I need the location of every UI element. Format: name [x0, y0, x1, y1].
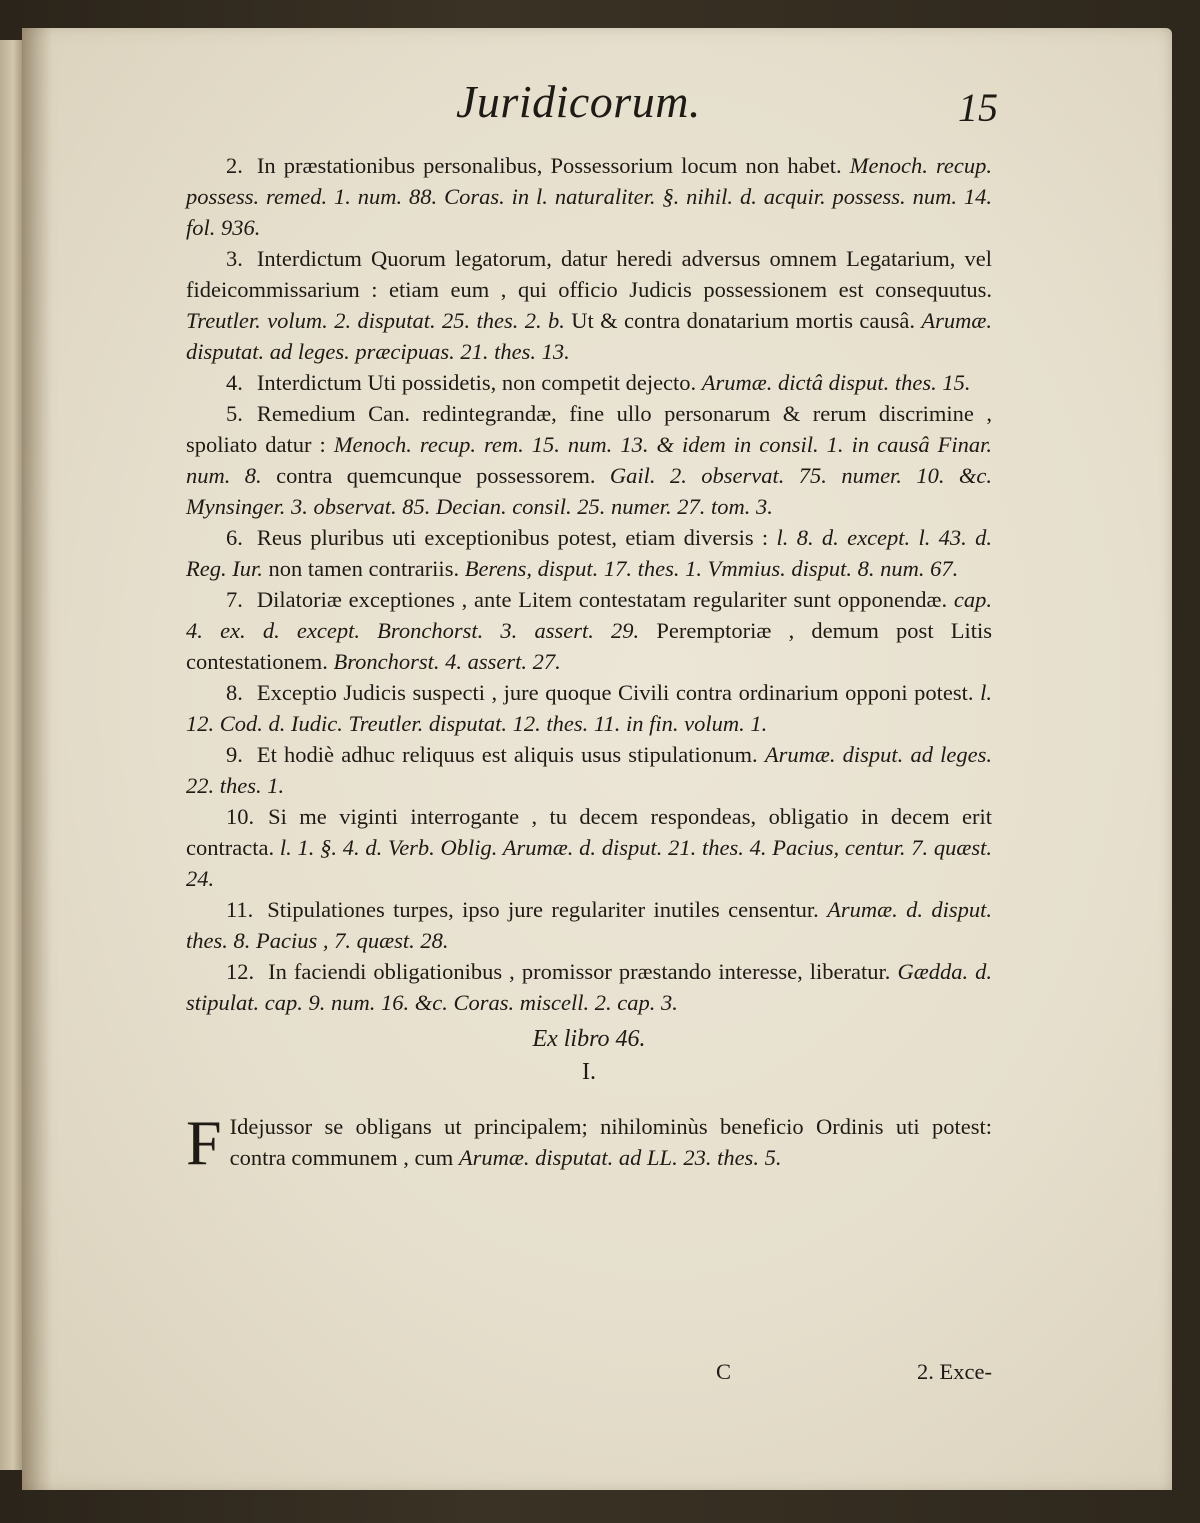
- thesis-11: [186, 894, 992, 956]
- thesis-text-continued: Ut & contra donatarium mortis causâ.: [571, 308, 915, 333]
- thesis-citation: l. 8. d. except. l. 43. d. Reg. Iur.: [186, 525, 993, 581]
- thesis-citation-continued: Arumæ. disputat. ad leges. præcipuas. 21. thes. 13.: [186, 308, 993, 364]
- thesis-2: [186, 150, 992, 243]
- thesis-number: 10.: [226, 804, 255, 829]
- thesis-text: Exceptio Judicis suspecti , jure quoque Civili contra ordinarium opponi potest.: [256, 680, 974, 705]
- thesis-number: 6.: [226, 525, 243, 550]
- thesis-citation: Menoch. recup. rem. 15. num. 13. & idem in consil. 1. in causâ Finar. num. 8.: [186, 432, 992, 488]
- thesis-12: [186, 956, 992, 1018]
- drop-cap-initial: F: [186, 1106, 222, 1178]
- thesis-3: [186, 243, 992, 367]
- thesis-text-continued: Peremptoriæ , demum post Litis contestationem.: [186, 618, 993, 674]
- thesis-citation: Treutler. volum. 2. disputat. 25. thes. 2. b.: [186, 308, 565, 333]
- page-body: [186, 150, 992, 1195]
- thesis-citation-continued: Gail. 2. observat. 75. numer. 10. &c. Mynsinger. 3. observat. 85. Decian. consil. 25. numer. 27. tom. 3.: [186, 463, 993, 519]
- thesis-9: [186, 739, 992, 801]
- thesis-text: Idejussor se obligans ut principalem; nihilominùs beneficio Ordinis uti potest: contra communem , cum: [229, 1113, 992, 1170]
- thesis-4: [186, 367, 992, 398]
- page-gutter-shadow: [22, 28, 52, 1490]
- thesis-citation: l. 12. Cod. d. Iudic. Treutler. disputat. 12. thes. 11. in fin. volum. 1.: [186, 680, 992, 736]
- thesis-text: Et hodiè adhuc reliquus est aliquis usus stipulationum.: [256, 742, 758, 767]
- catchword: 2. Exce-: [917, 1359, 992, 1384]
- thesis-text-continued: non tamen contrariis.: [268, 556, 460, 581]
- thesis-citation: Arumæ. disput. ad leges. 22. thes. 1.: [186, 742, 993, 798]
- thesis-text: Remedium Can. redintegrandæ, fine ullo personarum & rerum discrimine , spoliato datur :: [186, 401, 992, 457]
- thesis-number: 5.: [226, 401, 243, 426]
- signature-mark: C: [716, 1359, 732, 1384]
- thesis-text: In præstationibus personalibus, Possessorium locum non habet.: [256, 153, 842, 178]
- thesis-citation: cap. 4. ex. d. except. Bronchorst. 3. assert. 29.: [186, 587, 993, 643]
- thesis-number: 11.: [226, 897, 254, 922]
- thesis-number: 3.: [226, 246, 243, 271]
- thesis-7: [186, 584, 992, 677]
- thesis-citation-continued: Berens, disput. 17. thes. 1. Vmmius. disput. 8. num. 67.: [464, 556, 959, 581]
- page-number: 15: [958, 85, 998, 130]
- section-first-thesis: [186, 1106, 992, 1178]
- thesis-citation: Arumæ. disputat. ad LL. 23. thes. 5.: [458, 1144, 782, 1170]
- thesis-text: Interdictum Uti possidetis, non competit dejecto.: [256, 370, 697, 395]
- thesis-number: 4.: [226, 370, 243, 395]
- thesis-8: [186, 677, 992, 739]
- previous-page-edge: [0, 40, 23, 1470]
- thesis-text: In faciendi obligationibus , promissor præstando interesse, liberatur.: [268, 959, 891, 984]
- running-title: Juridicorum.: [456, 76, 701, 127]
- thesis-text: Interdictum Quorum legatorum, datur heredi adversus omnem Legatarium, vel fideicommissarium : etiam eum , qui officio Judicis possessionem est consequutus.: [186, 246, 992, 302]
- thesis-text: Stipulationes turpes, ipso jure regulariter inutiles censentur.: [267, 897, 819, 922]
- section-number: I.: [582, 1059, 596, 1085]
- thesis-citation: Gædda. d. stipulat. cap. 9. num. 16. &c. Coras. miscell. 2. cap. 3.: [186, 959, 992, 1015]
- thesis-citation: Arumæ. d. disput. thes. 8. Pacius , 7. quæst. 28.: [186, 897, 993, 953]
- page-header: [186, 76, 998, 148]
- thesis-text: Dilatoriæ exceptiones , ante Litem contestatam regulariter sunt opponendæ.: [256, 587, 948, 612]
- thesis-citation: Menoch. recup. possess. remed. 1. num. 88. Coras. in l. naturaliter. §. nihil. d. acquir. possess. num. 14. fol. 936.: [186, 153, 992, 240]
- thesis-number: 7.: [226, 587, 243, 612]
- thesis-text: Si me viginti interrogante , tu decem respondeas, obligatio in decem erit contracta.: [186, 804, 992, 860]
- section-heading: Ex libro 46.: [532, 1026, 646, 1052]
- thesis-10: [186, 801, 992, 894]
- thesis-citation-continued: Bronchorst. 4. assert. 27.: [333, 649, 561, 674]
- thesis-number: 12.: [226, 959, 255, 984]
- thesis-5: [186, 398, 992, 522]
- thesis-text: Reus pluribus uti exceptionibus potest, etiam diversis :: [256, 525, 769, 550]
- page-footer: [186, 1356, 992, 1388]
- thesis-citation: l. 1. §. 4. d. Verb. Oblig. Arumæ. d. disput. 21. thes. 4. Pacius, centur. 7. quæst. 24.: [186, 835, 992, 891]
- thesis-number: 8.: [226, 680, 243, 705]
- thesis-number: 9.: [226, 742, 243, 767]
- thesis-6: [186, 522, 992, 584]
- thesis-text-continued: contra quemcunque possessorem.: [276, 463, 596, 488]
- thesis-number: 2.: [226, 153, 243, 178]
- thesis-citation: Arumæ. dictâ disput. thes. 15.: [701, 370, 971, 395]
